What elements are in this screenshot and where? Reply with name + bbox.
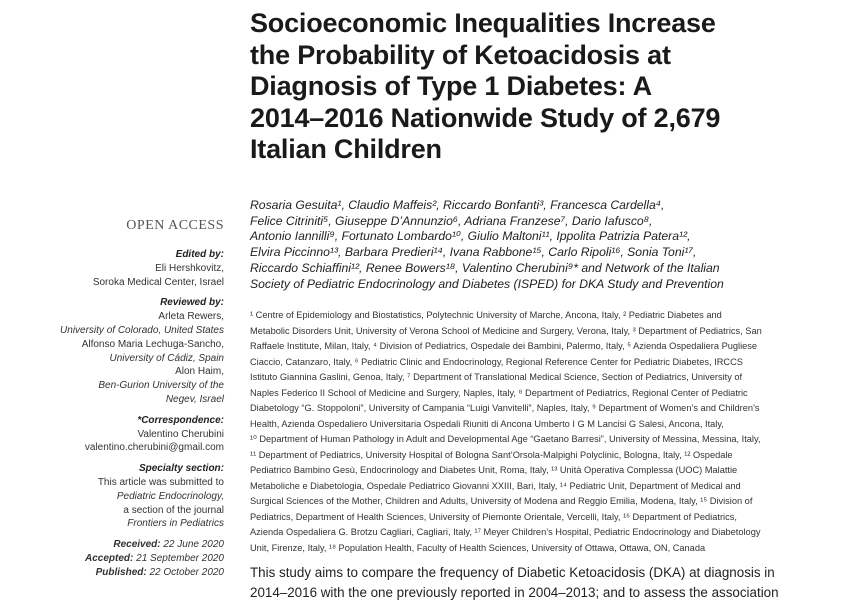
abstract-line: This study aims to compare the frequency of Diabetic Ketoacidosis (DKA) at diagnosis in xyxy=(250,565,775,580)
edited-by-section xyxy=(24,248,224,289)
affiliation-line: Metabolic Disorders Unit, University of Verona School of Medicine and Surgery, Verona, Italy, ³ Department of Pediatrics, San xyxy=(250,325,762,336)
published-label: Published: xyxy=(95,566,147,578)
reviewer-affiliation: University of Colorado, United States xyxy=(60,324,224,336)
specialty-text: Pediatric Endocrinology, xyxy=(116,490,224,502)
received-date xyxy=(24,538,224,552)
author-line: Antonio Iannilli⁹, Fortunato Lombardo¹⁰, Giulio Maltoni¹¹, Ippolita Patrizia Patera¹², xyxy=(250,229,691,244)
abstract-text xyxy=(250,563,830,602)
accepted-value: 21 September 2020 xyxy=(136,552,224,564)
reviewer-name: Arleta Rewers, xyxy=(158,311,224,323)
specialty-text: a section of the journal xyxy=(123,504,224,516)
reviewed-by-heading: Reviewed by: xyxy=(160,297,224,309)
affiliation-line: Raffaele Institute, Milan, Italy, ⁴ Division of Pediatrics, Ospedale dei Bambini, Palermo, Italy, ⁵ Azienda Ospedaliera Pugliese xyxy=(250,341,758,351)
open-access-label: OPEN ACCESS xyxy=(126,218,224,233)
accepted-date xyxy=(24,552,224,566)
affiliation-line: ¹⁰ Department of Human Pathology in Adult and Developmental Age “Gaetano Barresi”, University of Messina, Messina, Italy, xyxy=(250,434,761,444)
author-list xyxy=(250,198,830,292)
published-date xyxy=(24,566,224,580)
affiliation-line: Pediatrico Bambino Gesù, Endocrinology and Diabetes Unit, Roma, Italy, ¹³ Unità Operativa Complessa (UOC) Malattie xyxy=(250,465,738,475)
title-line: Socioeconomic Inequalities Increase xyxy=(250,8,716,38)
reviewed-by-section xyxy=(24,296,224,406)
author-line: Society of Pediatric Endocrinology and Diabetes (ISPED) for DKA Study and Prevention xyxy=(250,276,724,291)
reviewer-affiliation: University of Cádiz, Spain xyxy=(109,352,224,364)
affiliation-line: Azienda Ospedaliera G. Brotzu Cagliari, Cagliari, Italy, ¹⁷ Meyer Children’s Hospital, Pediatric Endocrinology and Diabetology xyxy=(250,527,761,537)
title-line: Diagnosis of Type 1 Diabetes: A xyxy=(250,71,652,101)
title-line: Italian Children xyxy=(250,134,442,164)
specialty-heading: Specialty section: xyxy=(138,463,224,475)
affiliation-line: ¹ Centre of Epidemiology and Biostatistics, Polytechnic University of Marche, Ancona, Italy, ² Pediatric Diabetes and xyxy=(250,310,722,320)
affiliation-line: Surgical Sciences of the Mother, Children and Adults, University of Modena and Reggio Emilia, Modena, Italy, ¹⁵ Division of xyxy=(250,496,753,506)
title-line: the Probability of Ketoacidosis at xyxy=(250,39,671,70)
affiliation-line: Unit, Firenze, Italy, ¹⁸ Population Health, Faculty of Health Sciences, University of Ottawa, Ottawa, ON, Canada xyxy=(250,542,706,553)
affiliation-line: ¹¹ Department of Pediatrics, University Hospital of Bologna Sant’Orsola-Malpighi Polyclinic, Bologna, Italy, ¹² Ospedale xyxy=(250,449,733,460)
affiliation-line: Health, Azienda Ospedaliero Universitaria Ospedali Riuniti di Ancona Umberto I G M Lancisi G Salesi, Ancona, Italy, xyxy=(250,418,724,429)
editor-name: Eli Hershkovitz, xyxy=(155,262,224,274)
affiliations xyxy=(250,308,830,556)
affiliation-line: Ciaccio, Catanzaro, Italy, ⁶ Pediatric Clinic and Endocrinology, Regional Reference Center for Pediatric Diabetes, IRCCS xyxy=(250,356,743,367)
author-line: Elvira Piccinno¹³, Barbara Predieri¹⁴, Ivana Rabbone¹⁵, Carlo Ripoli¹⁶, Sonia Toni¹⁷, xyxy=(250,245,697,260)
specialty-text: This article was submitted to xyxy=(97,476,224,488)
article-title xyxy=(250,8,830,166)
article-sidebar xyxy=(24,248,224,587)
author-line: Rosaria Gesuita¹, Claudio Maffeis², Riccardo Bonfanti³, Francesca Cardella⁴, xyxy=(250,198,665,212)
reviewer-name: Alon Haim, xyxy=(175,366,224,378)
specialty-section xyxy=(24,462,224,531)
edited-by-heading: Edited by: xyxy=(175,249,224,260)
reviewer-affiliation: Negev, Israel xyxy=(165,393,224,405)
affiliation-line: Diabetology “G. Stoppoloni”, University of Campania “Luigi Vanvitelli”, Naples, Italy, ⁹ Department of Women’s and Children’s xyxy=(250,403,760,413)
specialty-text: Frontiers in Pediatrics xyxy=(127,518,224,530)
dates-section xyxy=(24,538,224,579)
reviewer-name: Alfonso Maria Lechuga-Sancho, xyxy=(81,338,224,350)
published-value: 22 October 2020 xyxy=(149,566,224,578)
correspondence-section xyxy=(24,414,224,455)
correspondence-email-link[interactable]: valentino.cherubini@gmail.com xyxy=(84,442,224,454)
correspondence-heading: *Correspondence: xyxy=(137,414,224,426)
author-line: Riccardo Schiaffini¹², Renee Bowers¹⁸, Valentino Cherubini⁹* and Network of the Italian xyxy=(250,260,720,275)
author-line: Felice Citriniti⁵, Giuseppe D’Annunzio⁶, Adriana Franzese⁷, Dario Iafusco⁸, xyxy=(250,213,653,228)
affiliation-line: Naples Federico II School of Medicine and Surgery, Naples, Italy, ⁸ Department of Pediatrics, Regional Center of Pediatric xyxy=(250,387,748,398)
affiliation-line: Pediatrics, Department of Health Sciences, University of Piemonte Orientale, Vercelli, Italy, ¹⁶ Department of Pediatrics, xyxy=(250,511,737,522)
received-value: 22 June 2020 xyxy=(163,539,224,551)
editor-affiliation: Soroka Medical Center, Israel xyxy=(92,276,224,288)
affiliation-line: Istituto Giannina Gaslini, Genoa, Italy, ⁷ Department of Translational Medical Science, Section of Pediatrics, University of xyxy=(250,372,743,382)
accepted-label: Accepted: xyxy=(85,552,134,564)
abstract-line: 2014–2016 with the one previously reported in 2004–2013; and to assess the association xyxy=(250,584,779,600)
correspondence-name: Valentino Cherubini xyxy=(137,428,224,440)
affiliation-line: Metaboliche e Diabetologia, Ospedale Pediatrico Giovanni XXIII, Bari, Italy, ¹⁴ Pediatric Unit, Department of Medical and xyxy=(250,480,741,491)
received-label: Received: xyxy=(113,539,161,551)
reviewer-affiliation: Ben-Gurion University of the xyxy=(98,380,224,392)
title-line: 2014–2016 Nationwide Study of 2,679 xyxy=(250,102,721,133)
